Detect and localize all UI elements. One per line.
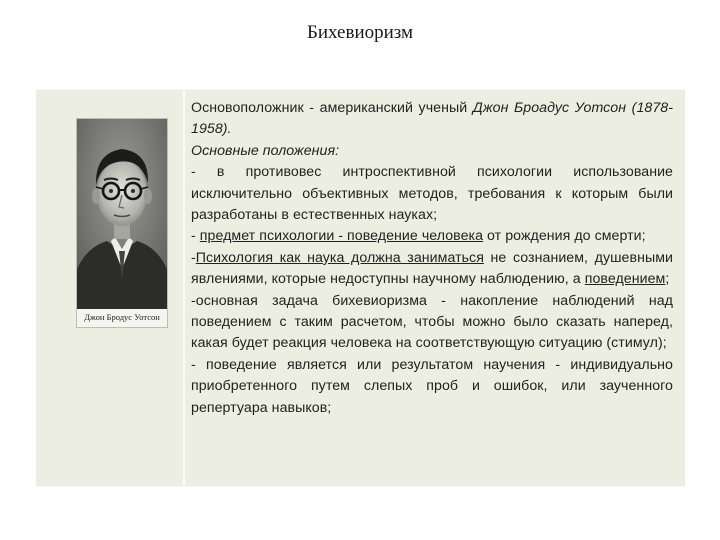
point-2-tail: от рождения до смерти; xyxy=(483,228,646,245)
point-3-tail: ; xyxy=(665,271,670,288)
portrait-image xyxy=(77,119,167,309)
intro-paragraph xyxy=(191,98,673,141)
section-heading: Основные положения: xyxy=(191,142,340,159)
point-1: - в противовес интроспективной психологии использование исключительно объективных методов, требования к которым были разработаны в естественных науках; xyxy=(191,164,673,224)
point-2 xyxy=(191,226,673,247)
founder-name: Джон Броадус Уотсон (1878-1958). xyxy=(191,100,673,138)
point-3-lead: - xyxy=(191,249,196,266)
column-divider xyxy=(183,90,185,486)
point-4: -основная задача бихевиоризма - накопление наблюдений над поведением с таким расчетом, чтобы можно было сказать наперед, какая будет реакция человека на соответствующую ситуацию (стимул); xyxy=(191,292,673,352)
intro-lead: Основоположник - американский ученый xyxy=(191,100,473,116)
point-3-emphasis: Психология как наука должна заниматься xyxy=(195,249,484,266)
text-cell xyxy=(191,98,673,419)
point-2-emphasis: предмет психологии - поведение человека xyxy=(199,228,484,245)
point-3-emphasis-end: поведением xyxy=(584,271,666,288)
portrait-photo xyxy=(76,118,168,328)
content-table xyxy=(36,89,685,487)
point-5: - поведение является или результатом научения - индивидуально приобретенного путем слепых проб и ошибок, или заученного репертуара навыков; xyxy=(191,356,673,416)
point-3-middle: не сознанием, душевными явлениями, которые недоступны научному наблюдению, а xyxy=(191,249,673,288)
point-2-lead: - xyxy=(191,228,200,245)
slide-title: Бихевиоризм xyxy=(306,22,414,43)
portrait-caption: Джон Бродус Уотсон xyxy=(84,312,160,322)
point-3 xyxy=(191,248,673,291)
